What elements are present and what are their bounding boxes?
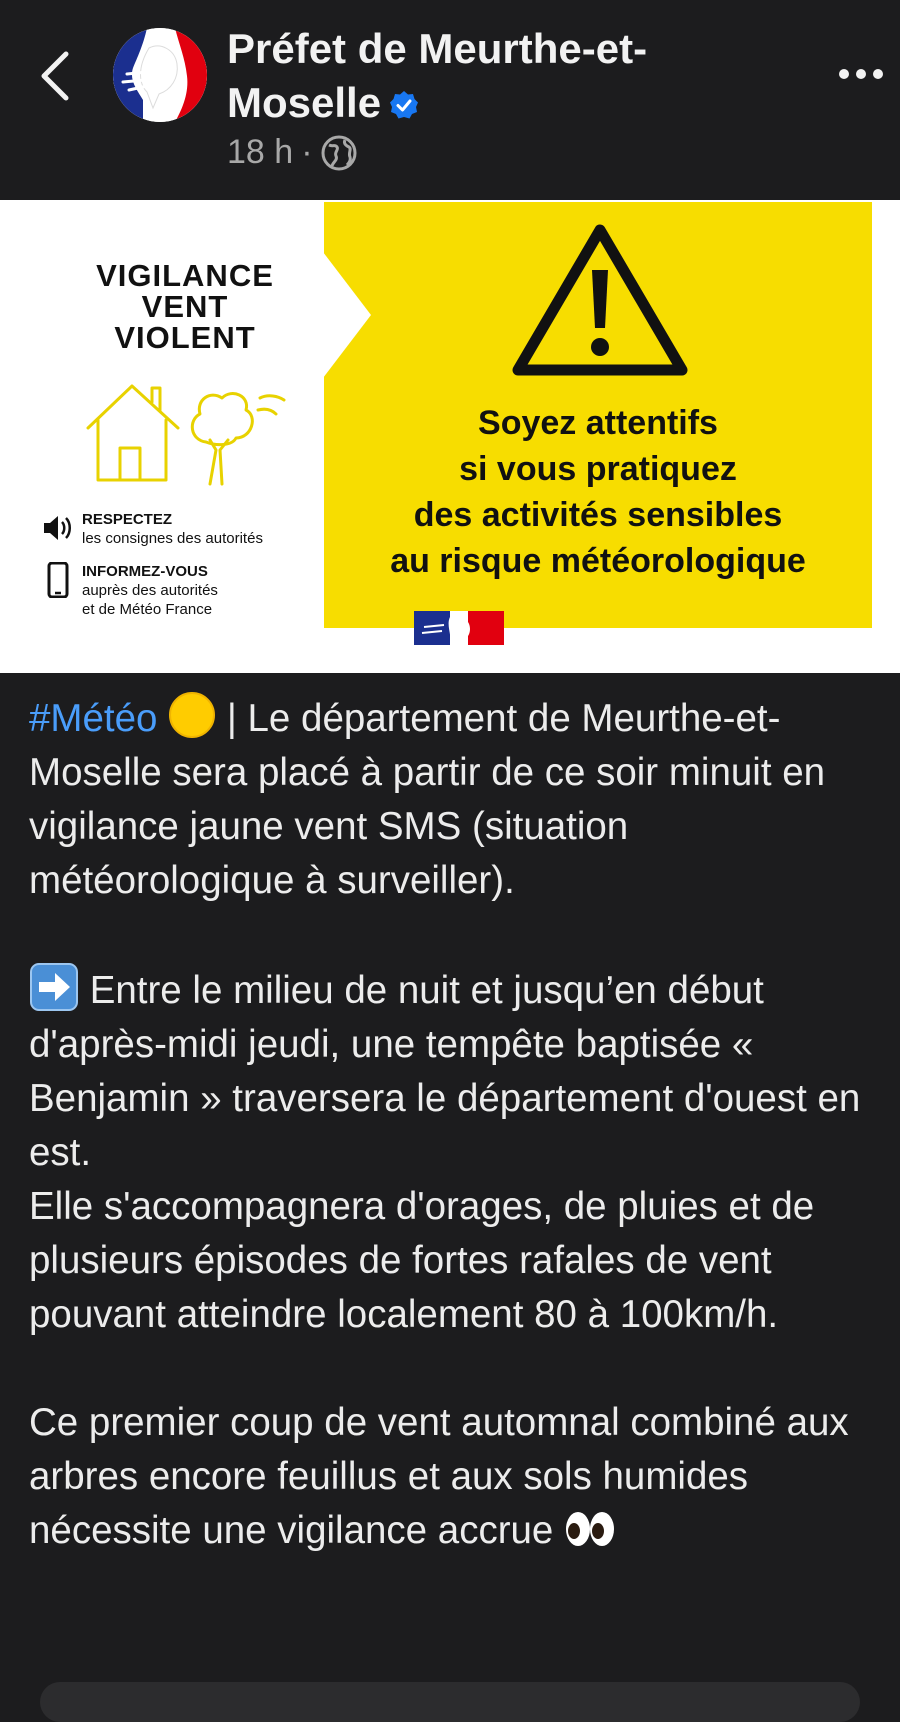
marianne-logo-icon — [113, 28, 207, 122]
vigilance-title-line: VENT — [141, 289, 229, 324]
warning-line: Soyez attentifs — [478, 404, 718, 442]
post-paragraph — [29, 1396, 889, 1558]
back-chevron-icon[interactable] — [36, 48, 76, 104]
eyes-icon — [564, 1509, 616, 1549]
advice-inform — [42, 562, 302, 622]
verified-badge-icon — [389, 90, 419, 120]
yellow-circle-icon — [168, 691, 216, 739]
warning-line: si vous pratiquez — [459, 450, 737, 488]
globe-icon — [321, 135, 357, 171]
post-header — [0, 0, 900, 200]
post-paragraph-text: Ce premier coup de vent automnal combiné aux arbres encore feuillus et aux sols humides nécessite une vigilance accrue — [29, 1401, 849, 1552]
comment-bar-edge — [40, 1682, 860, 1722]
paragraph-gap — [29, 908, 889, 962]
warning-triangle-icon — [510, 220, 690, 378]
republique-logo-icon — [414, 611, 504, 645]
vigilance-title-line: VIGILANCE — [96, 258, 274, 293]
page-avatar[interactable] — [113, 28, 207, 122]
warning-line: au risque météorologique — [390, 542, 806, 580]
advice-title: INFORMEZ-VOUS — [82, 563, 208, 580]
house-tree-illustration-icon — [82, 380, 292, 490]
post-paragraph: Elle s'accompagnera d'orages, de pluies et de plusieurs épisodes de fortes rafales de vent pouvant atteindre localement 80 à 100km/h. — [29, 1185, 815, 1336]
vigilance-title — [60, 260, 310, 353]
warning-line: des activités sensibles — [413, 496, 783, 534]
phone-icon — [42, 562, 74, 598]
post-paragraph-text: | Le département de Meurthe-et-Moselle sera placé à partir de ce soir minuit en vigilance jaune vent SMS (situation météorologique à surveiller). — [29, 697, 826, 902]
advice-line: les consignes des autorités — [82, 530, 263, 547]
post-paragraph-text: Entre le milieu de nuit et jusqu’en début d'après-midi jeudi, une tempête baptisée « Benjamin » traversera le département d'ouest en est. — [29, 969, 861, 1174]
post-paragraph — [29, 691, 889, 908]
advice-title: RESPECTEZ — [82, 511, 173, 528]
warning-text — [324, 400, 872, 584]
post-paragraph — [29, 962, 889, 1180]
hashtag-link[interactable]: #Météo — [29, 697, 158, 740]
more-options-icon[interactable] — [836, 60, 886, 88]
paragraph-gap — [29, 1342, 889, 1396]
advice-line: auprès des autorités — [82, 582, 218, 599]
meta-separator: · — [301, 133, 313, 171]
page-title[interactable] — [227, 22, 787, 130]
post-meta — [227, 130, 357, 174]
page-name[interactable]: Préfet de Meurthe-et-Moselle — [227, 25, 648, 126]
post-image[interactable] — [0, 200, 900, 673]
speaker-icon — [42, 510, 74, 546]
advice-respect — [42, 510, 302, 550]
advice-line: et de Météo France — [82, 601, 213, 618]
panel-notch — [323, 252, 371, 378]
vigilance-title-line: VIOLENT — [114, 320, 256, 355]
post-time[interactable]: 18 h — [227, 133, 294, 171]
right-arrow-icon — [29, 962, 79, 1012]
post-text — [29, 691, 889, 1558]
